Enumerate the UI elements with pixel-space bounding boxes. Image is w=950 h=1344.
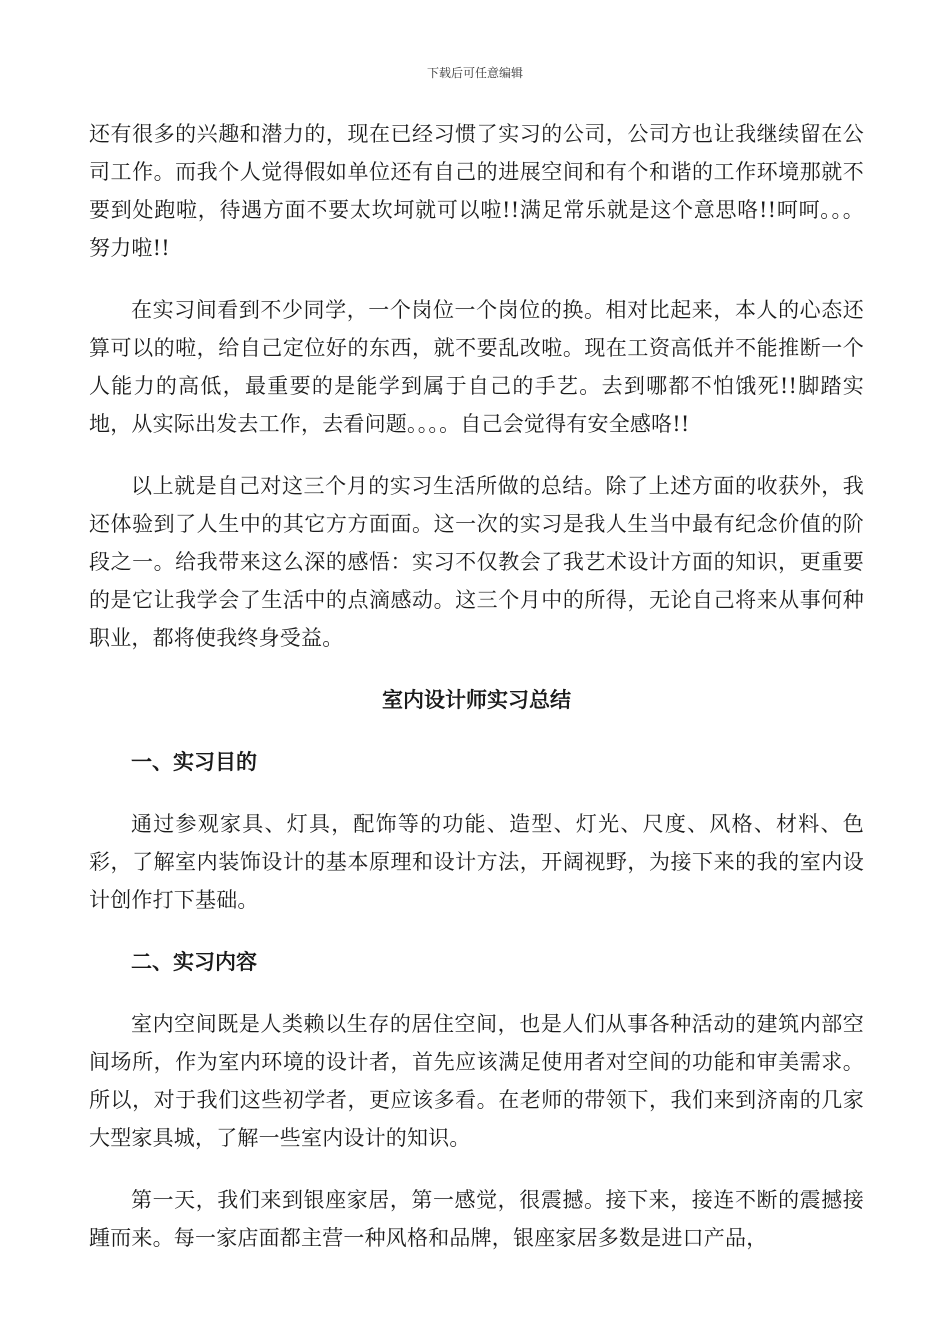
paragraph-5: 室内空间既是人类赖以生存的居住空间，也是人们从事各种活动的建筑内部空间场所，作为室内环境的设计者，首先应该满足使用者对空间的功能和审美需求。所以，对于我们这些初学者，更应该多看。在老师的带领下，我们来到济南的几家大型家具城，了解一些室内设计的知识。 xyxy=(89,1012,864,1150)
heading-purpose: 一、实习目的 xyxy=(131,750,257,774)
document-body xyxy=(89,115,864,1281)
paragraph-6: 第一天，我们来到银座家居，第一感觉，很震撼。接下来，接连不断的震撼接踵而来。每一家店面都主营一种风格和品牌，银座家居多数是进口产品， xyxy=(89,1188,864,1250)
paragraph-3: 以上就是自己对这三个月的实习生活所做的总结。除了上述方面的收获外，我还体验到了人生中的其它方方面面。这一次的实习是我人生当中最有纪念价值的阶段之一。给我带来这么深的感悟：实习不仅教会了我艺术设计方面的知识，更重要的是它让我学会了生活中的点滴感动。这三个月中的所得，无论自己将来从事何种职业，都将使我终身受益。 xyxy=(89,474,864,650)
section-title: 室内设计师实习总结 xyxy=(382,688,571,712)
paragraph-2: 在实习间看到不少同学，一个岗位一个岗位的换。相对比起来，本人的心态还算可以的啦，给自己定位好的东西，就不要乱改啦。现在工资高低并不能推断一个人能力的高低，最重要的是能学到属于自己的手艺。去到哪都不怕饿死!!脚踏实地，从实际出发去工作，去看问题。。。。自己会觉得有安全感咯!! xyxy=(89,298,864,436)
paragraph-4: 通过参观家具、灯具，配饰等的功能、造型、灯光、尺度、风格、材料、色彩，了解室内装饰设计的基本原理和设计方法，开阔视野，为接下来的我的室内设计创作打下基础。 xyxy=(89,812,864,912)
page-header: 下载后可任意编辑 xyxy=(426,66,523,80)
paragraph-1: 还有很多的兴趣和潜力的，现在已经习惯了实习的公司，公司方也让我继续留在公司工作。而我个人觉得假如单位还有自己的进展空间和有个和谐的工作环境那就不要到处跑啦，待遇方面不要太坎坷就可以啦!!满足常乐就是这个意思咯!!呵呵。。。努力啦!! xyxy=(89,122,864,260)
heading-content: 二、实习内容 xyxy=(131,950,257,974)
